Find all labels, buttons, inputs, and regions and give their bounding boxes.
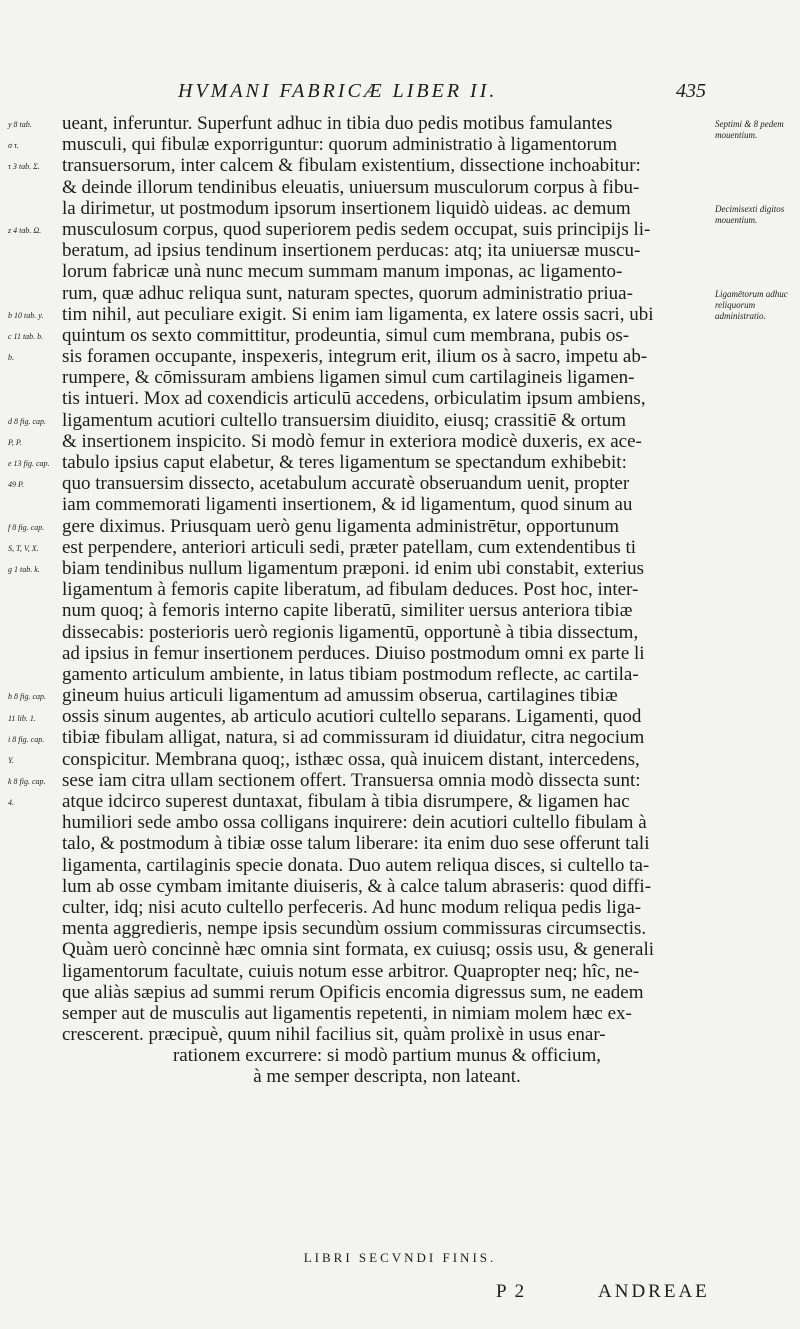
left-margin-note: S, T, V, X. — [8, 544, 39, 553]
text-line: beratum, ad ipsius tendinum insertionem perducas: atq; ita uniuersæ muscu- — [62, 240, 641, 262]
left-margin-note: e 13 fig. cap. — [8, 459, 50, 469]
text-line: lorum fabricæ unà nunc mecum summam manum imponas, ac ligamento- — [62, 261, 623, 283]
left-margin-note: y 8 tab. — [8, 120, 32, 129]
text-line: rationem excurrere: si modò partium munus & officium, — [172, 1045, 602, 1067]
text-line: tibiæ fibulam alligat, natura, si ad commissuram id diuidatur, citra negocium — [62, 727, 645, 749]
catchword: ANDREAE — [598, 1281, 710, 1302]
left-margin-note: i 8 fig. cap. — [8, 734, 45, 744]
text-line: ueant, inferuntur. Superfunt adhuc in tibia duo pedis motibus famulantes — [62, 113, 613, 134]
text-line: la dirimetur, ut postmodum ipsorum insertionem liquidò uideas. ac demum — [62, 197, 631, 219]
left-margin-note: 11 lib. 1. — [8, 713, 36, 723]
left-margin-note: f 8 fig. cap. — [8, 522, 45, 532]
text-line: humiliori sede ambo ossa colligans inquirere: dein acutiori cultello fibulam à — [62, 812, 647, 834]
left-margin-note: 49 P. — [8, 480, 24, 490]
right-margin-note: Ligamētorum adhuc reliquorum administratio. — [715, 288, 788, 321]
text-line: gere diximus. Priusquam uerò genu ligamenta administrētur, opportunum — [62, 515, 619, 537]
left-margin-note: k 8 fig. cap. — [8, 777, 46, 787]
page-header — [0, 80, 800, 106]
text-line: ligamentum acutiori cultello transuersim diuidito, eiusq; crassitiē & ortum — [62, 409, 627, 431]
text-line: à me semper descripta, non lateant. — [253, 1066, 521, 1088]
text-line: tis intueri. Mox ad coxendicis articulū accedens, orbiculatim ipsum ambiens, — [62, 388, 646, 410]
main-text-block — [62, 113, 712, 1088]
text-line: & insertionem inspicito. Si modò femur in exteriora modicè duxeris, ex ace- — [62, 430, 642, 452]
signature-mark: P 2 — [496, 1281, 527, 1302]
right-margin-note: Decimisexti digitos mouentium. — [715, 203, 785, 225]
text-line: biam tendinibus nullum ligamentum præponi. id enim ubi constabit, exterius — [62, 557, 645, 579]
left-margin-note: c 11 tab. b. — [8, 332, 44, 341]
text-line: sese iam citra ullam sectionem offert. Transuersa omnia modò dissecta sunt: — [62, 769, 641, 791]
left-margin-note: z 4 tab. Ω. — [8, 226, 42, 235]
text-line: culter, idq; nisi acuto cultello perfeceris. Ad hunc modum reliqua pedis liga- — [62, 896, 642, 918]
text-line: atque idcirco superest duntaxat, fibulam à tibia disrumpere, & ligamen hac — [62, 791, 630, 812]
text-line: iam commemorati ligamenti insertionem, & id ligamentum, quod sinum au — [62, 494, 633, 516]
text-line: quintum os sexto committitur, prodeuntia, simul cum membrana, pubis os- — [62, 324, 630, 346]
left-margin-note: b. — [8, 353, 14, 363]
left-margin-note: 4. — [8, 798, 14, 808]
text-line: Quàm uerò concinnè hæc omnia sint formata, ex cuiusq; ossis usu, & generali — [62, 939, 655, 961]
text-line: conspicitur. Membrana quoq;, isthæc ossa, quà inuicem distant, intercedens, — [62, 748, 640, 770]
text-line: sis foramen occupante, inspexeris, integrum erit, ilium os à sacro, impetu ab- — [62, 346, 648, 368]
text-line: crescerent. præcipuè, quum nihil facilius sit, quàm prolixè in usus enar- — [62, 1024, 606, 1046]
text-line: musculi, qui fibulæ exporriguntur: quorum administratio à ligamentorum — [62, 134, 618, 156]
running-title: HVMANI FABRICÆ LIBER II. — [178, 80, 498, 102]
text-line: rumpere, & cōmissuram ambiens ligamen simul cum cartilagineis ligamen- — [62, 367, 635, 389]
text-line: tim nihil, aut peculiare exigit. Si enim iam ligamenta, ex latere ossis sacri, ubi — [62, 303, 654, 325]
left-margin-note: σ τ. — [8, 141, 19, 151]
text-line: & deinde illorum tendinibus eleuatis, uniuersum musculorum corpus à fibu- — [62, 176, 640, 198]
text-line: talo, & postmodum à tibiæ osse talum liberare: ita enim duo sese offerunt tali — [62, 833, 650, 855]
text-line: ossis sinum augentes, ab articulo acutiori cultello separans. Ligamenti, quod — [62, 706, 642, 728]
left-margin-note: d 8 fig. cap. — [8, 416, 46, 426]
text-line: transuersorum, inter calcem & fibulam existentium, dissectione inchoabitur: — [62, 155, 641, 177]
text-line: rum, quæ adhuc reliqua sunt, naturam spectes, quorum administratio priua- — [62, 282, 633, 304]
right-margin-note: Septimi & 8 pedem mouentium. — [715, 119, 784, 140]
text-line: tabulo ipsius caput elabetur, & teres ligamentum se spectandum exhibebit: — [62, 452, 627, 473]
text-line: ligamentorum facultate, cuiuis notum esse arbitror. Quapropter neq; hîc, ne- — [62, 960, 640, 982]
left-margin-note: Y. — [8, 756, 14, 765]
left-margin-note: h 8 fig. cap. — [8, 692, 46, 702]
page-number: 435 — [676, 80, 706, 102]
text-line: semper aut de musculis aut ligamentis repetenti, in nimiam molem hæc ex- — [62, 1002, 632, 1024]
left-margin-note: g 1 tab. k. — [8, 565, 40, 575]
text-line: musculosum corpus, quod superiorem pedis sedem occupat, suis principijs li- — [62, 218, 651, 240]
text-line: ligamenta, cartilaginis specie donata. Duo autem reliqua disces, si cultello ta- — [62, 854, 650, 876]
text-line: gineum huius articuli ligamentum ad amussim obserua, cartilagines tibiæ — [62, 685, 618, 707]
text-line: dissecabis: posterioris uerò regionis ligamentū, opportunè à tibia dissectum, — [62, 621, 639, 643]
text-line: gamento articulum ambiente, in latus tibiam postmodum reflecte, ac cartila- — [62, 663, 639, 685]
text-line: que aliàs sæpius ad summi rerum Opificis encomia digressus sum, ne eadem — [62, 981, 644, 1003]
left-margin-note: P, P. — [8, 438, 22, 447]
left-margin-note: b 10 tab. y. — [8, 310, 44, 320]
text-line: lum ab osse cymbam imitante diuiseris, & à calce talum abraseris: quod diffi- — [62, 875, 652, 897]
book-end-title: LIBRI SECVNDI FINIS. — [303, 1250, 497, 1265]
text-line: num quoq; à femoris interno capite liberatū, similiter uersus anteriora tibiæ — [62, 600, 633, 622]
text-line: ligamentum à femoris capite liberatum, ad fibulam deduces. Post hoc, inter- — [62, 579, 639, 601]
left-margin-note: τ 3 tab. Σ. — [8, 162, 40, 172]
text-line: quo transuersim dissecto, acetabulum accuratè obseruandum uenit, propter — [62, 473, 630, 495]
text-line: ad ipsius in femur insertionem perduces. Diuiso postmodum omni ex parte li — [62, 642, 645, 664]
text-line: est perpendere, anteriori articuli sedi, præter patellam, cum extendentibus ti — [62, 536, 637, 558]
text-line: menta aggredieris, nempe ipsis secundùm ossium commissuras circumsectis. — [62, 918, 647, 940]
